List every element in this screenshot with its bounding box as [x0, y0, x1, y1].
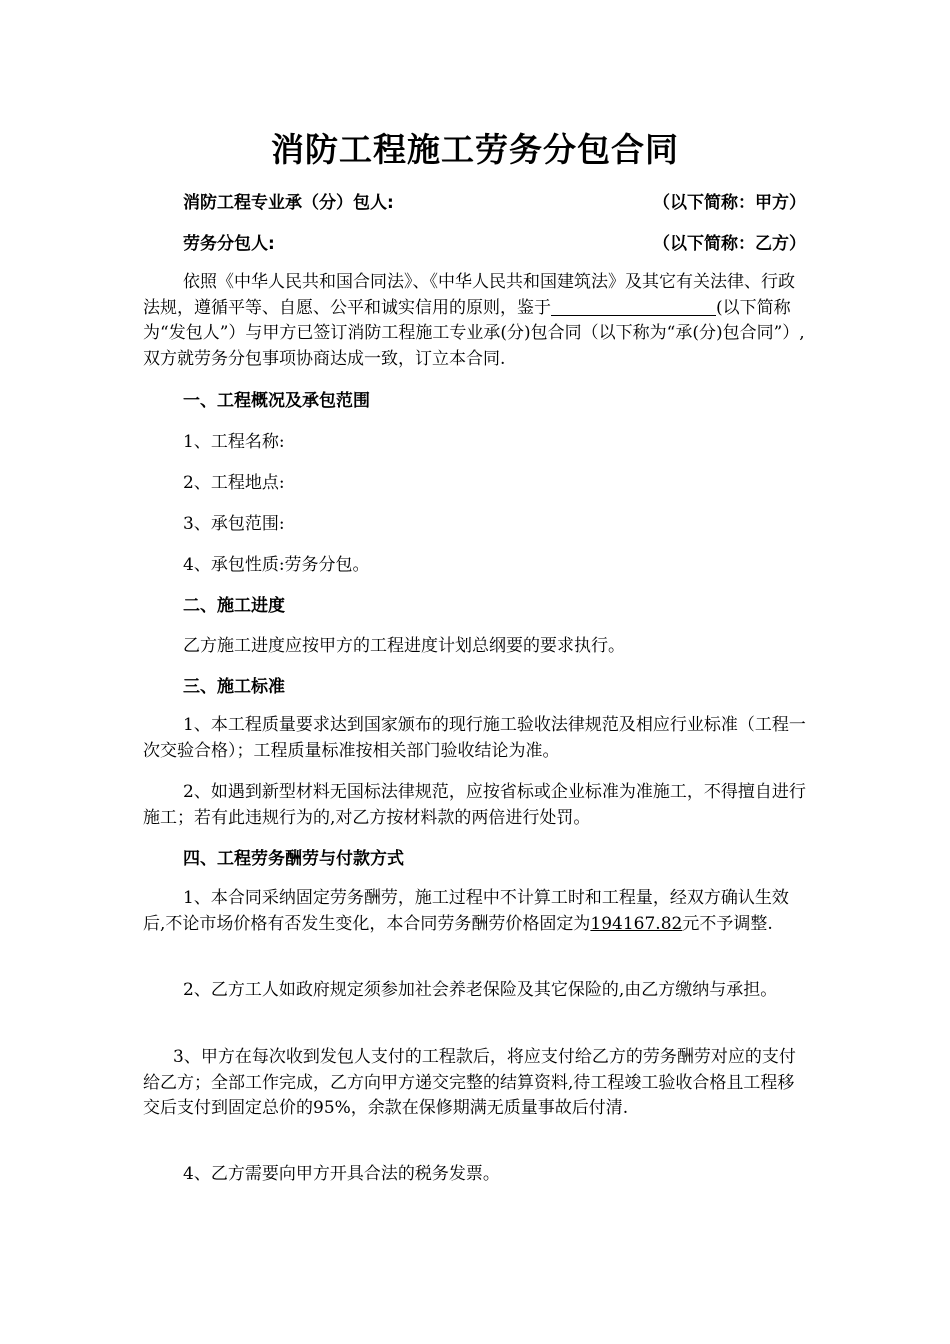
- remuneration-text-1: 1、本合同采纳固定劳务酬劳，施工过程中不计算工时和工程量，经双方确认生效后,不论市场价格有否发生变化，本合同劳务酬劳价格固定为: [143, 888, 789, 934]
- intro-text-2: (以下简称为“发包人”）与甲方已签订消防工程施工专业承(分)包合同（以下称为“承(分)包合同”）, 双方就劳务分包事项协商达成一致，订立本合同.: [143, 297, 805, 369]
- project-location-item: 2、工程地点:: [183, 473, 285, 493]
- section-3-heading: 三、施工标准: [183, 677, 285, 697]
- employer-name-blank: [551, 297, 716, 316]
- contract-amount: 194167.82: [590, 913, 683, 934]
- new-materials-paragraph: 2、如遇到新型材料无国标法律规范，应按省标或企业标准为准施工，不得擅自进行施工；若有此违规行为的,对乙方按材料款的两倍进行处罚。: [143, 782, 806, 828]
- contract-nature-item: 4、承包性质:劳务分包。: [183, 555, 370, 575]
- intro-text-1: 依照《中华人民共和国合同法》、《中华人民共和国建筑法》及其它有关法律、行政法规，遵循平等、自愿、公平和诚实信用的原则，鉴于: [143, 272, 795, 318]
- quality-standard-paragraph: 1、本工程质量要求达到国家颁布的现行施工验收法律规范及相应行业标准（工程一次交验合格）；工程质量标准按相关部门验收结论为准。: [143, 715, 806, 761]
- contractor-abbreviation: （以下简称：甲方）: [653, 193, 806, 213]
- contractor-label: 消防工程专业承（分）包人:: [183, 193, 394, 213]
- document-title: 消防工程施工劳务分包合同: [271, 130, 679, 169]
- project-name-item: 1、工程名称:: [183, 432, 285, 452]
- payment-paragraph: 3、甲方在每次收到发包人支付的工程款后，将应支付给乙方的劳务酬劳对应的支付给乙方；全部工作完成，乙方向甲方递交完整的结算资料,待工程竣工验收合格且工程移交后支付到固定总价的95%，余款在保修期满无质量事故后付清.: [143, 1047, 796, 1118]
- schedule-text: 乙方施工进度应按甲方的工程进度计划总纲要的要求执行。: [183, 636, 625, 656]
- contractor-line: [183, 191, 806, 215]
- insurance-paragraph: 2、乙方工人如政府规定须参加社会养老保险及其它保险的,由乙方缴纳与承担。: [183, 980, 778, 1000]
- invoice-paragraph: 4、乙方需要向甲方开具合法的税务发票。: [183, 1164, 500, 1184]
- fixed-remuneration-paragraph: [143, 886, 806, 937]
- intro-paragraph: [143, 270, 806, 372]
- subcontractor-label: 劳务分包人:: [183, 234, 275, 254]
- subcontractor-abbreviation: （以下简称：乙方）: [653, 234, 806, 254]
- remuneration-text-2: 元不予调整.: [682, 913, 773, 934]
- section-1-heading: 一、工程概况及承包范围: [183, 391, 370, 411]
- section-4-heading: 四、工程劳务酬劳与付款方式: [183, 849, 404, 869]
- subcontractor-line: [183, 232, 806, 256]
- section-2-heading: 二、施工进度: [183, 596, 285, 616]
- contract-scope-item: 3、承包范围:: [183, 514, 285, 534]
